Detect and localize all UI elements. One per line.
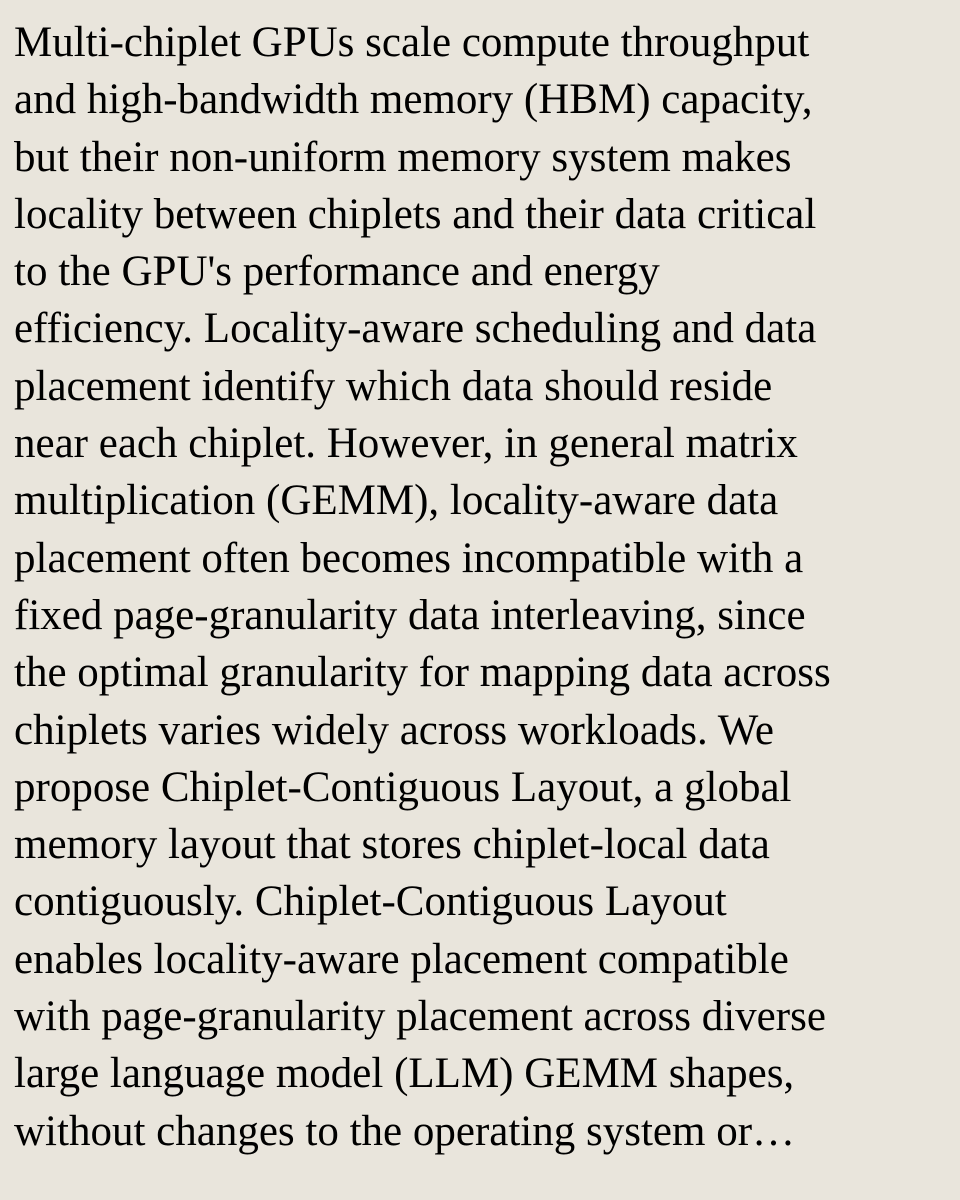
abstract-line: near each chiplet. However, in general matrix bbox=[14, 420, 798, 468]
abstract-line: to the GPU's performance and energy bbox=[14, 248, 660, 296]
abstract-line: efficiency. Locality-aware scheduling and data bbox=[14, 305, 817, 353]
abstract-line: but their non-uniform memory system makes bbox=[14, 133, 792, 181]
abstract-line: Multi-chiplet GPUs scale compute throughput bbox=[14, 19, 810, 66]
abstract-line: memory layout that stores chiplet-local data bbox=[14, 821, 770, 869]
abstract-line: with page-granularity placement across diverse bbox=[14, 993, 826, 1041]
abstract-line: locality between chiplets and their data critical bbox=[14, 190, 817, 238]
abstract-line: and high-bandwidth memory (HBM) capacity, bbox=[14, 76, 813, 124]
abstract-line: without changes to the operating system or… bbox=[14, 1107, 796, 1155]
abstract-line: chiplets varies widely across workloads. We bbox=[14, 706, 774, 754]
abstract-paragraph bbox=[14, 14, 936, 1160]
abstract-line: enables locality-aware placement compatible bbox=[14, 935, 789, 983]
abstract-line: propose Chiplet-Contiguous Layout, a global bbox=[14, 763, 792, 811]
abstract-line: placement often becomes incompatible with a bbox=[14, 534, 804, 582]
abstract-line: multiplication (GEMM), locality-aware data bbox=[14, 477, 779, 525]
abstract-line: contiguously. Chiplet-Contiguous Layout bbox=[14, 878, 727, 926]
abstract-line: fixed page-granularity data interleaving, since bbox=[14, 591, 806, 639]
abstract-line: the optimal granularity for mapping data across bbox=[14, 649, 831, 697]
abstract-line: large language model (LLM) GEMM shapes, bbox=[14, 1050, 795, 1098]
abstract-line: placement identify which data should reside bbox=[14, 362, 773, 410]
